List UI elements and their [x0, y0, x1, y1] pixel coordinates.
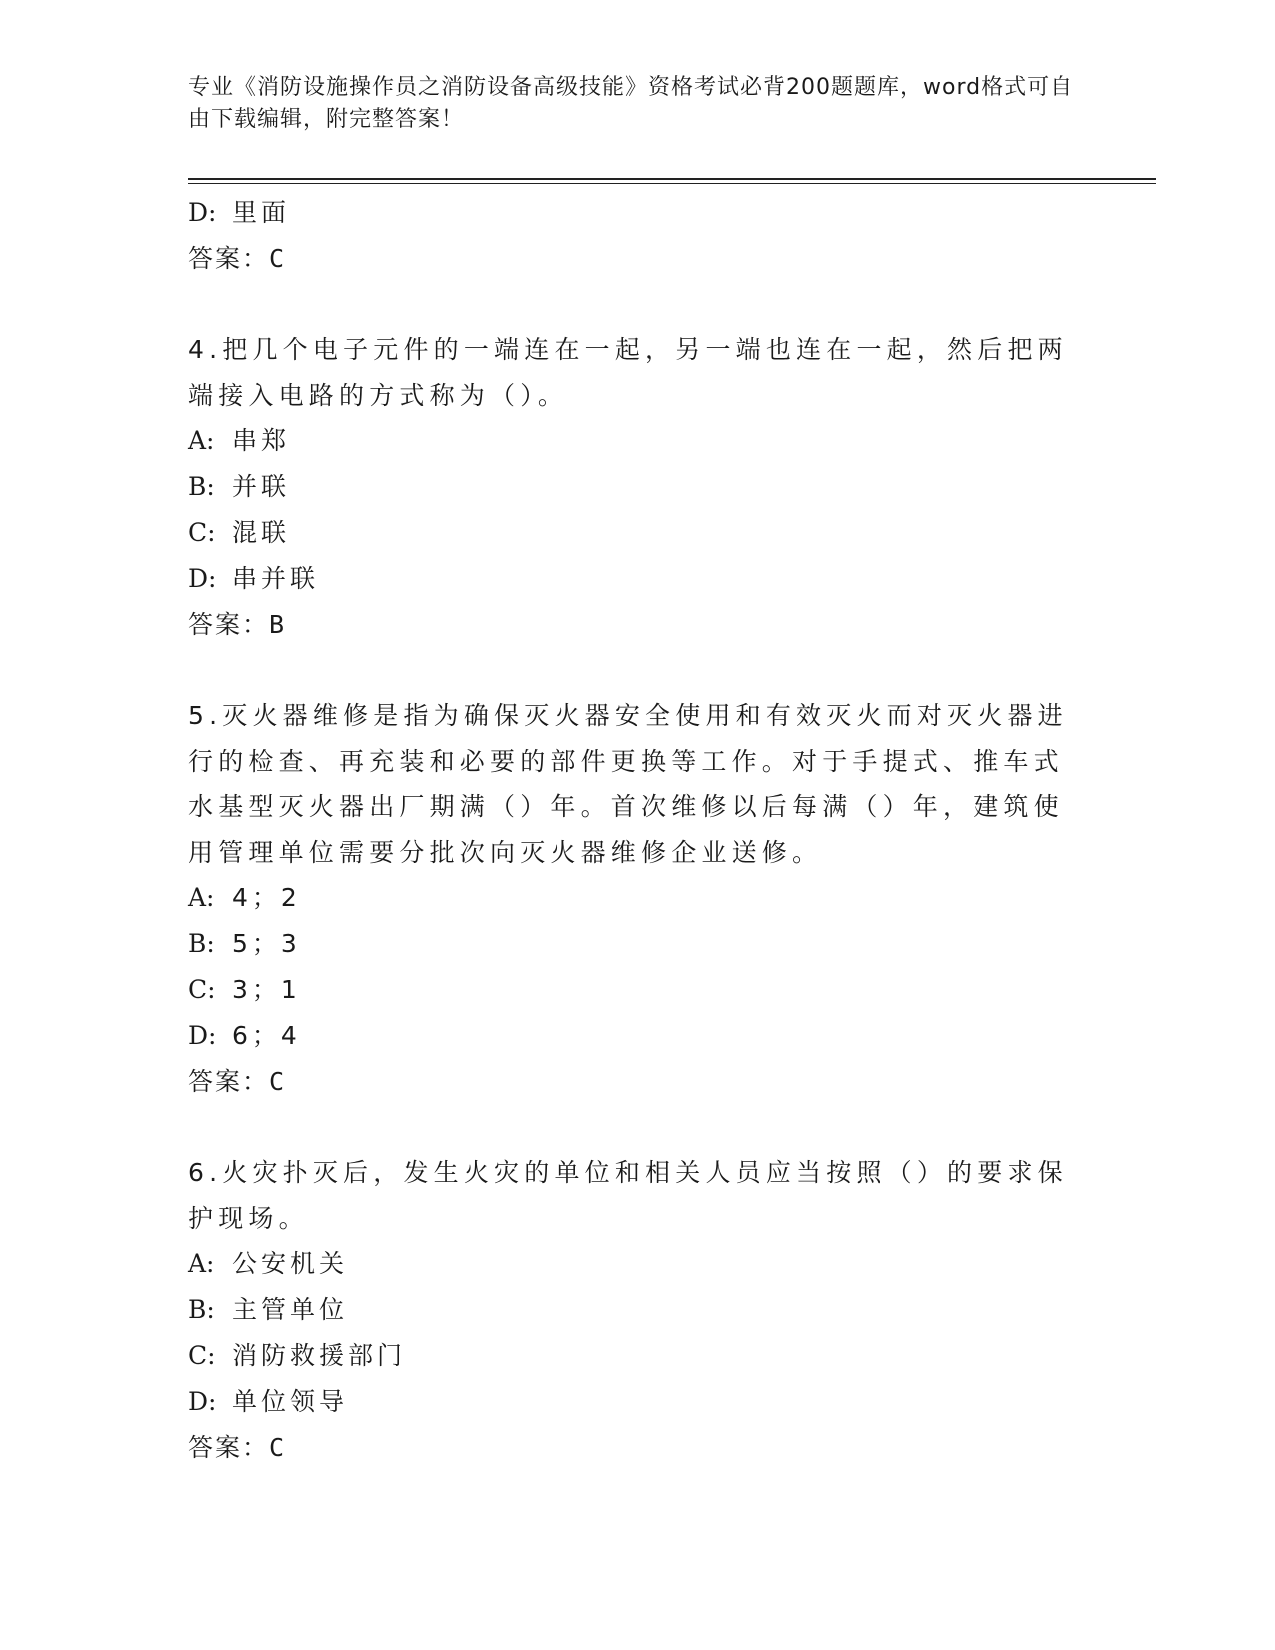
option-row	[188, 921, 1068, 967]
option-text: 消防救援部门	[232, 1341, 407, 1370]
option-row	[188, 1379, 1068, 1425]
option-row	[188, 875, 1068, 921]
question-stem: 4.把几个电子元件的一端连在一起，另一端也连在一起，然后把两端接入电路的方式称为（）。	[188, 335, 1068, 410]
question-stem: 5.灭火器维修是指为确保灭火器安全使用和有效灭火而对灭火器进行的检查、再充装和必要的部件更换等工作。对于手提式、推车式水基型灭火器出厂期满（）年。首次维修以后每满（）年，建筑使用管理单位需要分批次向灭火器维修企业送修。	[188, 701, 1068, 867]
spacer	[188, 1105, 1068, 1150]
option-text: 混联	[232, 518, 291, 547]
answer-label: 答案：	[188, 1433, 270, 1462]
option-row	[188, 190, 1068, 236]
option-label: A:	[188, 1249, 215, 1278]
answer-value: C	[269, 1433, 287, 1462]
option-label: A:	[188, 426, 215, 455]
option-label: B:	[188, 472, 215, 501]
question-content	[188, 190, 1068, 1471]
option-text: 3；1	[232, 975, 301, 1004]
option-label: D:	[188, 1021, 217, 1050]
option-row	[188, 967, 1068, 1013]
answer-label: 答案：	[188, 1067, 270, 1096]
option-text: 单位领导	[232, 1387, 349, 1416]
header-divider	[188, 178, 1156, 180]
header-divider-thin	[188, 183, 1156, 184]
option-row	[188, 1013, 1068, 1059]
document-header-title: 专业《消防设施操作员之消防设备高级技能》资格考试必背200题题库，word格式可自由下载编辑，附完整答案！	[188, 75, 1074, 132]
option-label: C:	[188, 975, 216, 1004]
option-text: 并联	[232, 472, 291, 501]
option-label: A:	[188, 883, 215, 912]
option-row	[188, 556, 1068, 602]
option-text: 公安机关	[232, 1249, 349, 1278]
spacer	[188, 282, 1068, 327]
option-label: D:	[188, 564, 217, 593]
answer-value: C	[269, 244, 287, 273]
option-label: B:	[188, 929, 215, 958]
option-label: C:	[188, 518, 216, 547]
answer-label: 答案：	[188, 244, 270, 273]
option-text: 串郑	[232, 426, 291, 455]
answer-row	[188, 1059, 1068, 1105]
option-row	[188, 1241, 1068, 1287]
option-label: D:	[188, 198, 217, 227]
option-text: 6；4	[232, 1021, 301, 1050]
option-row	[188, 1287, 1068, 1333]
option-text: 4；2	[232, 883, 301, 912]
option-row	[188, 418, 1068, 464]
spacer	[188, 648, 1068, 693]
option-row	[188, 510, 1068, 556]
answer-row	[188, 236, 1068, 282]
option-text: 串并联	[232, 564, 320, 593]
option-row	[188, 464, 1068, 510]
answer-value: C	[269, 1067, 287, 1096]
option-text: 主管单位	[232, 1295, 349, 1324]
answer-label: 答案：	[188, 610, 270, 639]
option-text: 里面	[232, 198, 291, 227]
option-label: B:	[188, 1295, 215, 1324]
answer-value: B	[269, 610, 287, 639]
option-row	[188, 1333, 1068, 1379]
answer-row	[188, 602, 1068, 648]
option-label: C:	[188, 1341, 216, 1370]
option-label: D:	[188, 1387, 217, 1416]
question-stem: 6.火灾扑灭后，发生火灾的单位和相关人员应当按照（）的要求保护现场。	[188, 1158, 1068, 1233]
answer-row	[188, 1425, 1068, 1471]
option-text: 5；3	[232, 929, 301, 958]
